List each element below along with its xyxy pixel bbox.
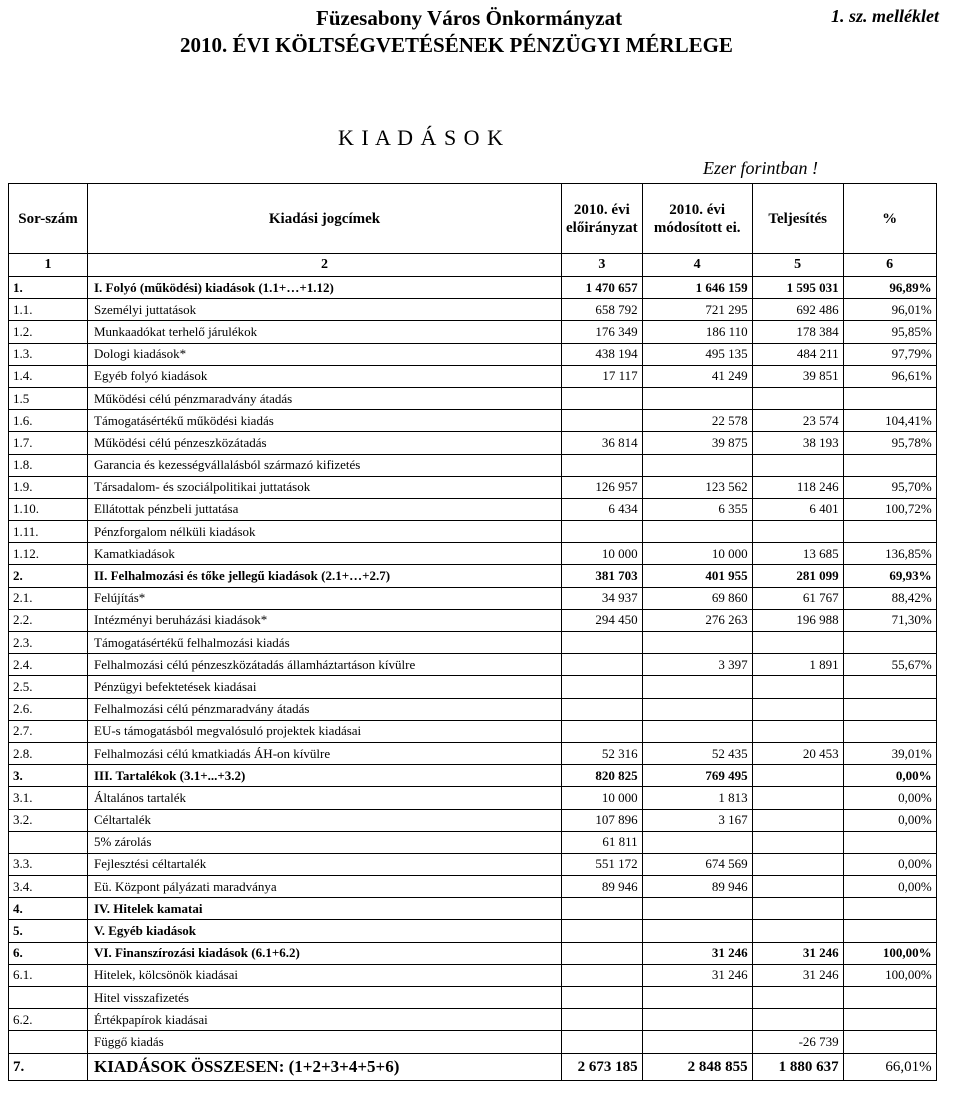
actual-amount: 23 574 [752, 410, 843, 432]
row-title: III. Tartalékok (3.1+...+3.2) [88, 765, 562, 787]
original-amount: 294 450 [562, 609, 643, 631]
row-title: Értékpapírok kiadásai [88, 1009, 562, 1031]
actual-amount: 1 891 [752, 654, 843, 676]
row-number: 1.2. [9, 321, 88, 343]
actual-amount: -26 739 [752, 1031, 843, 1053]
completion-percent: 0,00% [843, 876, 936, 898]
modified-amount: 31 246 [642, 964, 752, 986]
completion-percent [843, 720, 936, 742]
original-amount: 10 000 [562, 787, 643, 809]
row-number: 1. [9, 277, 88, 299]
table-row [9, 632, 937, 654]
actual-amount [752, 698, 843, 720]
row-title: Ellátottak pénzbeli juttatása [88, 498, 562, 520]
document-title: Füzesabony Város Önkormányzat [316, 6, 623, 30]
row-title: Fejlesztési céltartalék [88, 853, 562, 875]
original-amount: 820 825 [562, 765, 643, 787]
completion-percent: 100,00% [843, 964, 936, 986]
row-number: 1.11. [9, 521, 88, 543]
original-amount [562, 676, 643, 698]
actual-amount: 178 384 [752, 321, 843, 343]
row-number: 3.2. [9, 809, 88, 831]
table-row [9, 898, 937, 920]
row-number [9, 987, 88, 1009]
row-number: 2.7. [9, 720, 88, 742]
completion-percent [843, 521, 936, 543]
completion-percent: 96,89% [843, 277, 936, 299]
row-number: 1.1. [9, 299, 88, 321]
table-row [9, 277, 937, 299]
original-amount [562, 521, 643, 543]
modified-amount [642, 720, 752, 742]
actual-amount: 484 211 [752, 343, 843, 365]
row-number: 2.1. [9, 587, 88, 609]
modified-amount: 39 875 [642, 432, 752, 454]
total-row-number: 7. [9, 1053, 88, 1080]
original-amount: 381 703 [562, 565, 643, 587]
row-title: Hitel visszafizetés [88, 987, 562, 1009]
original-amount [562, 1009, 643, 1031]
original-amount: 1 470 657 [562, 277, 643, 299]
table-row [9, 853, 937, 875]
completion-percent: 104,41% [843, 410, 936, 432]
actual-amount [752, 853, 843, 875]
modified-amount [642, 1031, 752, 1053]
row-title: Intézményi beruházási kiadások* [88, 609, 562, 631]
completion-percent: 100,00% [843, 942, 936, 964]
modified-amount: 495 135 [642, 343, 752, 365]
total-original: 2 673 185 [562, 1053, 643, 1080]
row-number: 2. [9, 565, 88, 587]
row-number [9, 831, 88, 853]
row-number: 2.3. [9, 632, 88, 654]
original-amount: 89 946 [562, 876, 643, 898]
actual-amount [752, 387, 843, 409]
total-actual: 1 880 637 [752, 1053, 843, 1080]
original-amount [562, 632, 643, 654]
table-row [9, 698, 937, 720]
row-title: Támogatásértékű működési kiadás [88, 410, 562, 432]
modified-amount: 52 435 [642, 742, 752, 764]
modified-amount [642, 920, 752, 942]
actual-amount: 31 246 [752, 964, 843, 986]
col-header-modified: 2010. évi módosított ei. [642, 184, 752, 254]
completion-percent [843, 387, 936, 409]
row-title: Garancia és kezességvállalásból származó kifizetés [88, 454, 562, 476]
completion-percent [843, 987, 936, 1009]
row-title: Felhalmozási célú pénzmaradvány átadás [88, 698, 562, 720]
actual-amount: 281 099 [752, 565, 843, 587]
table-row [9, 676, 937, 698]
original-amount: 10 000 [562, 543, 643, 565]
row-title: Dologi kiadások* [88, 343, 562, 365]
column-number: 5 [752, 254, 843, 277]
actual-amount: 38 193 [752, 432, 843, 454]
original-amount [562, 454, 643, 476]
row-title: Függő kiadás [88, 1031, 562, 1053]
modified-amount: 41 249 [642, 365, 752, 387]
row-title: 5% zárolás [88, 831, 562, 853]
total-percent: 66,01% [843, 1053, 936, 1080]
row-title: Céltartalék [88, 809, 562, 831]
row-title: Működési célú pénzmaradvány átadás [88, 387, 562, 409]
modified-amount: 69 860 [642, 587, 752, 609]
modified-amount: 721 295 [642, 299, 752, 321]
table-row [9, 543, 937, 565]
original-amount: 551 172 [562, 853, 643, 875]
original-amount: 34 937 [562, 587, 643, 609]
table-row [9, 410, 937, 432]
row-number: 1.10. [9, 498, 88, 520]
row-title: I. Folyó (működési) kiadások (1.1+…+1.12) [88, 277, 562, 299]
row-number: 1.9. [9, 476, 88, 498]
original-amount [562, 720, 643, 742]
completion-percent: 39,01% [843, 742, 936, 764]
table-row [9, 365, 937, 387]
actual-amount [752, 787, 843, 809]
table-row [9, 387, 937, 409]
header-row [9, 184, 937, 254]
modified-amount: 89 946 [642, 876, 752, 898]
row-number: 1.5 [9, 387, 88, 409]
total-title: KIADÁSOK ÖSSZESEN: (1+2+3+4+5+6) [88, 1053, 562, 1080]
modified-amount: 674 569 [642, 853, 752, 875]
col-header-actual: Teljesítés [752, 184, 843, 254]
row-number: 2.2. [9, 609, 88, 631]
actual-amount [752, 876, 843, 898]
table-row [9, 765, 937, 787]
row-number: 1.4. [9, 365, 88, 387]
table-row [9, 454, 937, 476]
row-title: Egyéb folyó kiadások [88, 365, 562, 387]
original-amount: 52 316 [562, 742, 643, 764]
actual-amount [752, 765, 843, 787]
row-number: 3.4. [9, 876, 88, 898]
completion-percent: 69,93% [843, 565, 936, 587]
modified-amount [642, 698, 752, 720]
column-number: 6 [843, 254, 936, 277]
table-row [9, 831, 937, 853]
modified-amount: 3 167 [642, 809, 752, 831]
row-title: Kamatkiadások [88, 543, 562, 565]
actual-amount [752, 831, 843, 853]
original-amount: 107 896 [562, 809, 643, 831]
row-title: EU-s támogatásból megvalósuló projektek kiadásai [88, 720, 562, 742]
actual-amount: 1 595 031 [752, 277, 843, 299]
completion-percent: 97,79% [843, 343, 936, 365]
completion-percent [843, 898, 936, 920]
table-row [9, 942, 937, 964]
original-amount: 438 194 [562, 343, 643, 365]
table-row [9, 809, 937, 831]
original-amount: 36 814 [562, 432, 643, 454]
completion-percent [843, 632, 936, 654]
modified-amount: 22 578 [642, 410, 752, 432]
actual-amount: 20 453 [752, 742, 843, 764]
original-amount: 658 792 [562, 299, 643, 321]
completion-percent: 96,01% [843, 299, 936, 321]
table-row [9, 987, 937, 1009]
completion-percent [843, 1031, 936, 1053]
column-number: 2 [88, 254, 562, 277]
row-title: Pénzforgalom nélküli kiadások [88, 521, 562, 543]
completion-percent: 88,42% [843, 587, 936, 609]
table-row [9, 609, 937, 631]
row-title: Általános tartalék [88, 787, 562, 809]
modified-amount: 1 813 [642, 787, 752, 809]
row-number: 2.4. [9, 654, 88, 676]
completion-percent: 0,00% [843, 809, 936, 831]
row-number [9, 1031, 88, 1053]
original-amount [562, 1031, 643, 1053]
table-row [9, 654, 937, 676]
table-row [9, 521, 937, 543]
actual-amount [752, 1009, 843, 1031]
modified-amount: 276 263 [642, 609, 752, 631]
row-number: 1.3. [9, 343, 88, 365]
row-title: Működési célú pénzeszközátadás [88, 432, 562, 454]
completion-percent: 71,30% [843, 609, 936, 631]
col-header-title: Kiadási jogcímek [88, 184, 562, 254]
actual-amount [752, 676, 843, 698]
modified-amount: 10 000 [642, 543, 752, 565]
completion-percent [843, 831, 936, 853]
row-title: Felhalmozási célú pénzeszközátadás államháztartáson kívülre [88, 654, 562, 676]
table-row [9, 565, 937, 587]
original-amount [562, 964, 643, 986]
table-row [9, 920, 937, 942]
modified-amount [642, 387, 752, 409]
modified-amount [642, 521, 752, 543]
original-amount: 6 434 [562, 498, 643, 520]
unit-note: Ezer forintban ! [703, 158, 818, 178]
actual-amount [752, 521, 843, 543]
actual-amount [752, 632, 843, 654]
original-amount: 176 349 [562, 321, 643, 343]
actual-amount [752, 454, 843, 476]
section-heading: K I A D Á S O K [338, 125, 504, 150]
column-number: 4 [642, 254, 752, 277]
row-number: 1.8. [9, 454, 88, 476]
modified-amount [642, 632, 752, 654]
completion-percent: 95,85% [843, 321, 936, 343]
original-amount [562, 387, 643, 409]
original-amount [562, 698, 643, 720]
table-row [9, 343, 937, 365]
completion-percent: 95,78% [843, 432, 936, 454]
row-number: 1.7. [9, 432, 88, 454]
actual-amount: 692 486 [752, 299, 843, 321]
modified-amount: 1 646 159 [642, 277, 752, 299]
row-number: 2.8. [9, 742, 88, 764]
completion-percent [843, 1009, 936, 1031]
completion-percent: 0,00% [843, 853, 936, 875]
table-row [9, 742, 937, 764]
original-amount [562, 987, 643, 1009]
row-number: 2.5. [9, 676, 88, 698]
table-row [9, 587, 937, 609]
actual-amount: 39 851 [752, 365, 843, 387]
completion-percent [843, 676, 936, 698]
actual-amount [752, 987, 843, 1009]
modified-amount: 3 397 [642, 654, 752, 676]
row-title: II. Felhalmozási és tőke jellegű kiadások (2.1+…+2.7) [88, 565, 562, 587]
modified-amount: 769 495 [642, 765, 752, 787]
column-number-row [9, 254, 937, 277]
row-number: 5. [9, 920, 88, 942]
completion-percent [843, 698, 936, 720]
completion-percent [843, 920, 936, 942]
completion-percent: 96,61% [843, 365, 936, 387]
actual-amount: 6 401 [752, 498, 843, 520]
row-number: 6.2. [9, 1009, 88, 1031]
actual-amount [752, 809, 843, 831]
table-row [9, 432, 937, 454]
row-number: 3.3. [9, 853, 88, 875]
row-title: Pénzügyi befektetések kiadásai [88, 676, 562, 698]
row-title: Felhalmozási célú kmatkiadás ÁH-on kívülre [88, 742, 562, 764]
table-row [9, 476, 937, 498]
original-amount [562, 654, 643, 676]
row-title: Támogatásértékű felhalmozási kiadás [88, 632, 562, 654]
modified-amount: 401 955 [642, 565, 752, 587]
row-number: 4. [9, 898, 88, 920]
modified-amount: 186 110 [642, 321, 752, 343]
row-number: 1.12. [9, 543, 88, 565]
completion-percent: 136,85% [843, 543, 936, 565]
actual-amount [752, 898, 843, 920]
actual-amount: 61 767 [752, 587, 843, 609]
completion-percent: 100,72% [843, 498, 936, 520]
row-number: 2.6. [9, 698, 88, 720]
actual-amount [752, 920, 843, 942]
table-row [9, 321, 937, 343]
row-title: Munkaadókat terhelő járulékok [88, 321, 562, 343]
row-number: 6.1. [9, 964, 88, 986]
modified-amount [642, 831, 752, 853]
completion-percent: 55,67% [843, 654, 936, 676]
row-title: Személyi juttatások [88, 299, 562, 321]
modified-amount [642, 1009, 752, 1031]
table-row [9, 1031, 937, 1053]
row-number: 6. [9, 942, 88, 964]
actual-amount: 118 246 [752, 476, 843, 498]
table-row [9, 876, 937, 898]
modified-amount [642, 987, 752, 1009]
table-row [9, 299, 937, 321]
modified-amount [642, 898, 752, 920]
row-title: V. Egyéb kiadások [88, 920, 562, 942]
row-number: 1.6. [9, 410, 88, 432]
original-amount [562, 898, 643, 920]
modified-amount [642, 676, 752, 698]
column-number: 3 [562, 254, 643, 277]
expenditure-table [8, 183, 937, 1081]
original-amount [562, 410, 643, 432]
col-header-original: 2010. évi előirányzat [562, 184, 643, 254]
actual-amount [752, 720, 843, 742]
modified-amount: 6 355 [642, 498, 752, 520]
actual-amount: 196 988 [752, 609, 843, 631]
row-number: 3.1. [9, 787, 88, 809]
document-subtitle: 2010. ÉVI KÖLTSÉGVETÉSÉNEK PÉNZÜGYI MÉRLEGE [180, 33, 733, 57]
original-amount: 61 811 [562, 831, 643, 853]
column-number: 1 [9, 254, 88, 277]
actual-amount: 13 685 [752, 543, 843, 565]
row-title: Felújítás* [88, 587, 562, 609]
table-row [9, 787, 937, 809]
modified-amount: 31 246 [642, 942, 752, 964]
row-title: Hitelek, kölcsönök kiadásai [88, 964, 562, 986]
col-header-percent: % [843, 184, 936, 254]
table-row [9, 964, 937, 986]
original-amount [562, 942, 643, 964]
table-row [9, 498, 937, 520]
row-title: IV. Hitelek kamatai [88, 898, 562, 920]
table-row [9, 720, 937, 742]
modified-amount [642, 454, 752, 476]
completion-percent [843, 454, 936, 476]
modified-amount: 123 562 [642, 476, 752, 498]
col-header-row-no: Sor-szám [9, 184, 88, 254]
actual-amount: 31 246 [752, 942, 843, 964]
row-number: 3. [9, 765, 88, 787]
total-row [9, 1053, 937, 1080]
row-title: Társadalom- és szociálpolitikai juttatások [88, 476, 562, 498]
row-title: Eü. Központ pályázati maradványa [88, 876, 562, 898]
original-amount: 126 957 [562, 476, 643, 498]
completion-percent: 0,00% [843, 765, 936, 787]
row-title: VI. Finanszírozási kiadások (6.1+6.2) [88, 942, 562, 964]
table-row [9, 1009, 937, 1031]
total-modified: 2 848 855 [642, 1053, 752, 1080]
annex-label: 1. sz. melléklet [831, 6, 939, 26]
original-amount: 17 117 [562, 365, 643, 387]
completion-percent: 95,70% [843, 476, 936, 498]
completion-percent: 0,00% [843, 787, 936, 809]
original-amount [562, 920, 643, 942]
